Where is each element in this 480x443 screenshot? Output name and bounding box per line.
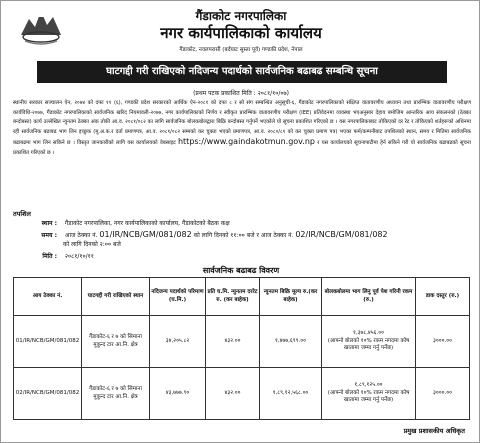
cell-quantity: ४३,७७७.९०: [150, 368, 206, 420]
table-title: सार्वजनिक बढाबढ विवरण: [202, 265, 280, 275]
tender-code-1: 01/IR/NCB/GM/081/082: [99, 230, 192, 239]
cell-min-price: १,४७७,६९९.००: [260, 316, 322, 368]
tender-code-2: 02/IR/NCB/GM/081/082: [295, 230, 388, 239]
cell-min-price: १,८९,१२,५६८.००: [260, 368, 322, 420]
office-name: नगर कार्यपालिकाको कार्यालय: [160, 24, 322, 42]
date-label: मिति :: [42, 253, 57, 260]
header-min-price: न्युनतम बिक्रि मूल्य रु.(कर बाहेक): [260, 278, 322, 316]
time-label: समय :: [41, 232, 57, 239]
signatory-title: प्रमुख प्रशासकीय अधिकृत: [403, 427, 465, 435]
header-quantity: नदिजन्य पदार्थको परिमाण (घ.मि.): [150, 278, 206, 316]
cell-deposit: [322, 316, 416, 368]
time-row: [13, 230, 388, 239]
time-prefix: आज ठेक्का नं.: [64, 232, 98, 239]
cell-location: गैंडाकोट-६ र ७ को सिमाना मुकुन्द टार आ.नि. क्षेत्र: [82, 368, 150, 420]
website-link[interactable]: https://www.gaindakotmun.gov.np: [177, 137, 315, 147]
cell-fee: ३०००.००: [416, 368, 470, 420]
header-tender-no: आय ठेक्का नं.: [14, 278, 82, 316]
publish-date: (प्रथम पटक प्रकाशित मिति : २०८१/१०/०७): [193, 90, 289, 97]
deposit-note: (आफ्नो बोलको १०% रकम नगदमा कोष खातामा जम्मा गर्नु पर्नेछ): [327, 337, 410, 352]
table-header-row: [14, 278, 470, 316]
deposit-amount: १,३७८,४५६.००: [353, 330, 384, 337]
time-value: [65, 232, 388, 239]
body-part2: र यस कार्यालयको सूचनापाटीमा हेर्न सकिने गरी यो सार्वजनिक बढाबढको सूचना प्रकाशित गरिएको छ ।: [13, 140, 471, 156]
cell-deposit: [322, 368, 416, 420]
venue-value: गैंडाकोट नगरपालिका, नगर कार्यपालिकाको कार्यालय, गैंडाकोटको बैठक कक्ष: [64, 220, 230, 227]
time-row-continued: को लागि दिनको २:०० बजे: [63, 241, 121, 248]
cell-quantity: ३४,२०५.८२: [150, 316, 206, 368]
auction-details-table: [13, 277, 470, 420]
header-location: घाटगद्दी गरी राखिएको स्थान: [82, 278, 150, 316]
header-fee: डाक दस्तुर (रु.): [416, 278, 470, 316]
notice-body: [13, 99, 471, 207]
cell-rate: ४३२.००: [206, 316, 260, 368]
header-rate: प्रति घ.मि. न्युनतम दररेट रु. (कर बाहेक): [206, 278, 260, 316]
notice-title-banner: घाटगद्दी गरी राखिएको नदिजन्य पदार्थको सार्वजनिक बढाबढ सम्बन्धि सूचना: [37, 61, 447, 83]
municipality-name: गैंडाकोट नगरपालिका: [195, 9, 287, 23]
notice-header: [1, 3, 480, 55]
header-deposit: बोलकबोलमा भाग लिनु पूर्व पेश गरिनी रकम (रु.): [322, 278, 416, 316]
date-value: २०८१/१०/११: [64, 253, 94, 260]
venue-row: [13, 219, 230, 227]
deposit-note: (आफ्नो बोलको १०% रकम नगदमा कोष खातामा जम्मा गर्नु पर्नेछ): [327, 389, 410, 404]
cell-tender-no: 02/IR/NCB/GM/081/082: [14, 368, 82, 420]
office-address: गैंडाकोट, नवलपरासी (बर्दघाट सुस्ता पूर्व) गण्डकी प्रदेश, नेपाल: [179, 47, 303, 53]
table-row: [14, 368, 470, 420]
deposit-amount: १,८९,१२५.००: [354, 382, 383, 389]
cell-location: गैंडाकोट-६ र ७ को सिमाना मुकुन्द टार आ.नि. क्षेत्र: [82, 316, 150, 368]
date-row: [13, 252, 94, 260]
table-row: [14, 316, 470, 368]
cell-tender-no: 01/IR/NCB/GM/081/082: [14, 316, 82, 368]
details-heading: तपशिल: [13, 210, 31, 218]
cell-fee: ३०००.००: [416, 316, 470, 368]
time-mid: को लागि दिनको ११:०० बजे र आज ठेक्का नं.: [193, 232, 294, 239]
cell-rate: ४३२.००: [206, 368, 260, 420]
body-part1: स्थानीय सरकार सञ्चालन ऐन, २०७४ को दफा ११ (६), गण्डकी प्रदेश सरकारको आर्थिक ऐन-२०८१ को दफा ८ र सो संग सम्बन्धित अनुसूची-६, गैंडाकोट नगरपालिकाको संक्षिप्त वातावरणीय अध्ययन तथा प्रारम्भिक वातावरणीय परीक्षण कार्यविधि-२०७७, गैंडाकोट नगरपालिकाको सार्वजनिक खरिद नियमावली-२०७७, नगर कार्यपालिकाको निर्णय र स्वीकृत प्रारम्भिक वातावरणीय परीक्षण (IEE) प्रतिवेदनमा व्यवस्था भएअनुसार देहाय बमोजिम आन्तरिक आय संकलनको (ठेक्का बन्दोबस्त) कार्य उल्लेखित न्युनतम ठेक्का अंक तोकी आ.व. २०८१/०८२ का लागि सार्वजनिक बोलकबोलद्वारा बिक्रि बन्दोबस्त गर्नुपर्ने भएकोले यो सूचना प्रकाशित गरिएको छ । यस नगरपालिकाबाट तोकिएको दर रेट र तोकिएको शर्तहरूको अधिनमा रही सार्वजनिक बढाबढ भाग लिन इच्छुक (मु.अ.क.र दर्ता प्रमाणपत्र, आ.व. २०८१/०८२ सम्मको कर चुक्ता भएको प्रमाणपत्र, आ.व. २०८०/८१ को कर चुक्ता प्रमाण पत्र) भएका फर्म/कम्पनीबाट तपशिलको स्थान, समय र मितिमा सार्वजनिक बढाबढमा भाग लिन सकिने छ । विस्तृत जानकारीको लागि यस कार्यालयको वेबसाइट: [13, 100, 471, 147]
venue-label: स्थान :: [41, 220, 57, 227]
